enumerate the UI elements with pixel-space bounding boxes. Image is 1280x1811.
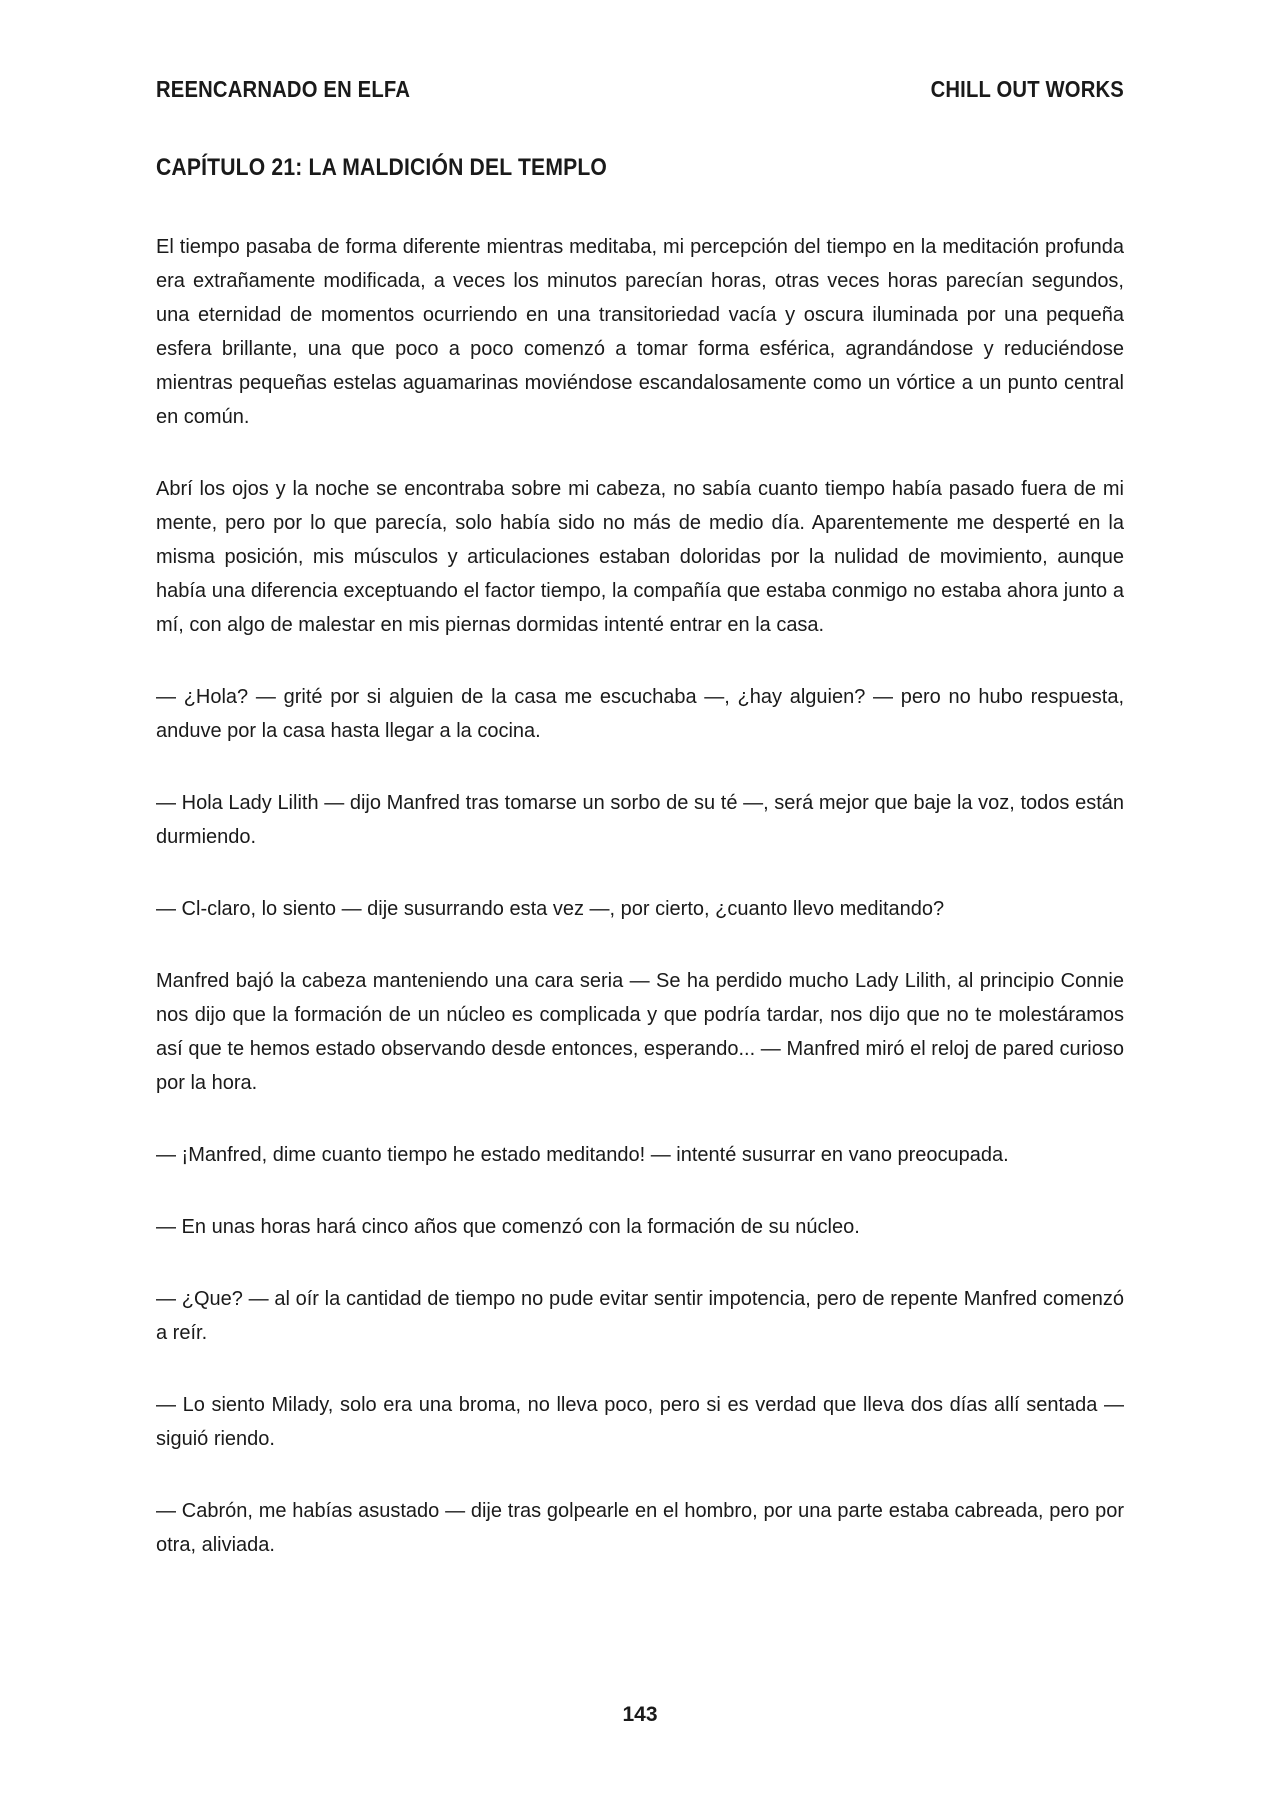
paragraph: — Hola Lady Lilith — dijo Manfred tras tomarse un sorbo de su té —, será mejor que baje la voz, todos están durmiendo. xyxy=(156,792,1124,848)
publisher-name: CHILL OUT WORKS xyxy=(930,76,1124,102)
chapter-body xyxy=(156,230,1124,1600)
chapter-title: CAPÍTULO 21: LA MALDICIÓN DEL TEMPLO xyxy=(156,154,608,181)
book-title: REENCARNADO EN ELFA xyxy=(156,76,411,102)
paragraph: — Lo siento Milady, solo era una broma, no lleva poco, pero si es verdad que lleva dos días allí sentada — siguió riendo. xyxy=(156,1394,1124,1450)
paragraph: Abrí los ojos y la noche se encontraba sobre mi cabeza, no sabía cuanto tiempo había pasado fuera de mi mente, pero por lo que parecía, solo había sido no más de medio día. Aparentemente me desperté en la misma posición, mis músculos y articulaciones estaban doloridas por la nulidad de movimiento, aunque había una diferencia exceptuando el factor tiempo, la compañía que estaba conmigo no estaba ahora junto a mí, con algo de malestar en mis piernas dormidas intenté entrar en la casa. xyxy=(156,478,1124,636)
page-number: 143 xyxy=(622,1703,658,1726)
paragraph: — Cabrón, me habías asustado — dije tras golpearle en el hombro, por una parte estaba cabreada, pero por otra, aliviada. xyxy=(156,1500,1124,1556)
paragraph: — ¡Manfred, dime cuanto tiempo he estado meditando! — intenté susurrar en vano preocupada. xyxy=(156,1144,1009,1166)
paragraph: — En unas horas hará cinco años que comenzó con la formación de su núcleo. xyxy=(156,1216,860,1238)
paragraph: El tiempo pasaba de forma diferente mientras meditaba, mi percepción del tiempo en la meditación profunda era extrañamente modificada, a veces los minutos parecían horas, otras veces horas parecían segundos, una eternidad de momentos ocurriendo en una transitoriedad vacía y oscura iluminada por una pequeña esfera brillante, una que poco a poco comenzó a tomar forma esférica, agrandándose y reduciéndose mientras pequeñas estelas aguamarinas moviéndose escandalosamente como un vórtice a un punto central en común. xyxy=(156,236,1124,428)
running-header xyxy=(156,76,1124,103)
paragraph: — Cl-claro, lo siento — dije susurrando esta vez —, por cierto, ¿cuanto llevo meditando? xyxy=(156,898,945,920)
paragraph: Manfred bajó la cabeza manteniendo una cara seria — Se ha perdido mucho Lady Lilith, al principio Connie nos dijo que la formación de un núcleo es complicada y que podría tardar, nos dijo que no te molestáramos así que te hemos estado observando desde entonces, esperando... — Manfred miró el reloj de pared curioso por la hora. xyxy=(156,970,1124,1094)
paragraph: — ¿Que? — al oír la cantidad de tiempo no pude evitar sentir impotencia, pero de repente Manfred comenzó a reír. xyxy=(156,1288,1124,1344)
paragraph: — ¿Hola? — grité por si alguien de la casa me escuchaba —, ¿hay alguien? — pero no hubo respuesta, anduve por la casa hasta llegar a la cocina. xyxy=(156,686,1124,742)
